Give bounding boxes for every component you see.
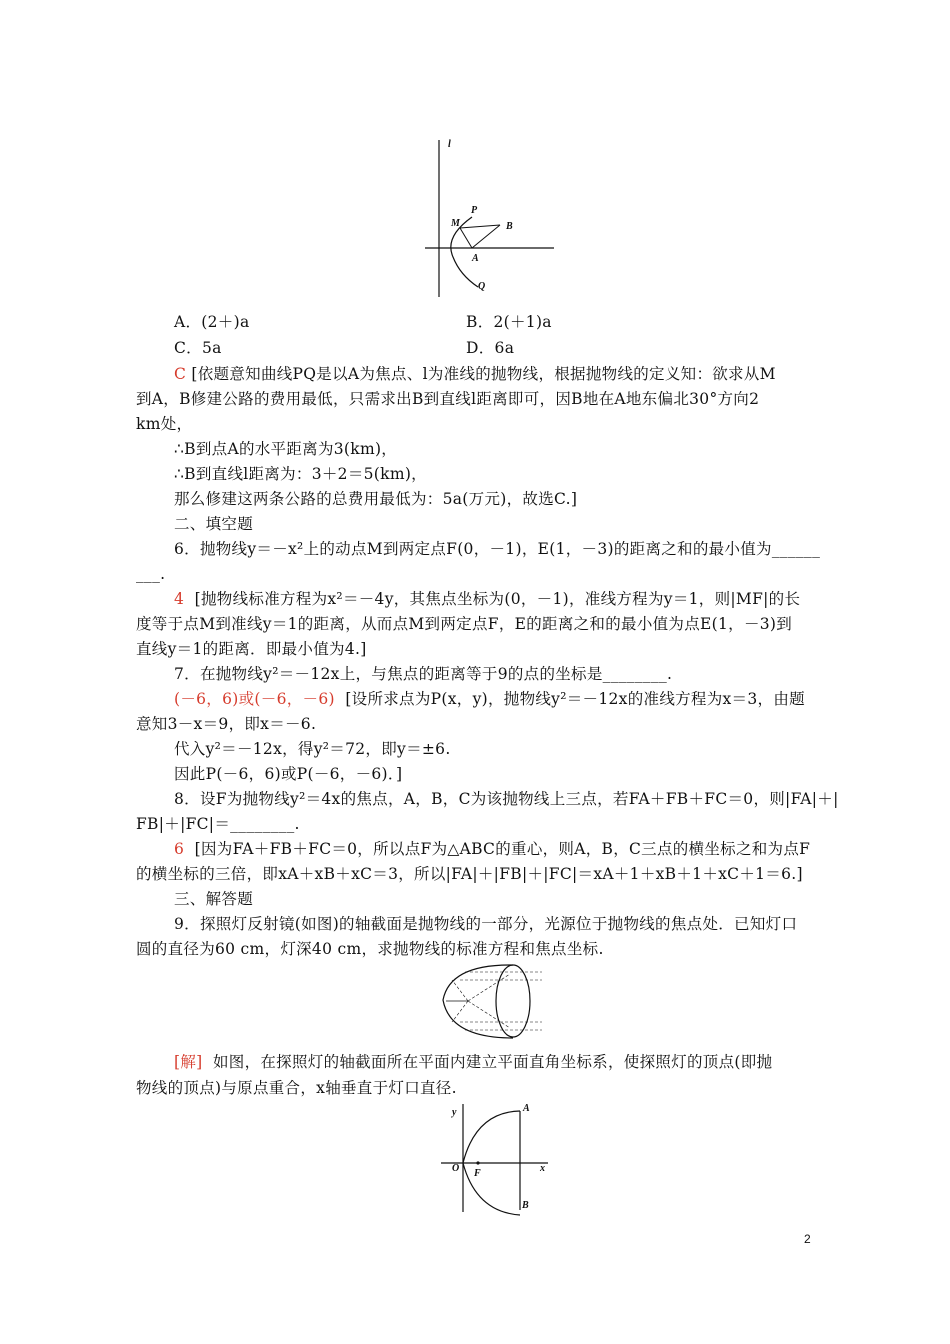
q8-line1: 8．设F为抛物线y²＝4x的焦点，A，B，C为该抛物线上三点，若FA＋FB＋FC＝0，则|FA|＋| (174, 790, 839, 808)
q7-line1: 7．在抛物线y²＝－12x上，与焦点的距离等于9的点的坐标是________. (174, 665, 673, 683)
figure-searchlight (410, 960, 550, 1045)
page-number: 2 (804, 1232, 811, 1246)
q5-solution-line3: km处， (136, 415, 193, 433)
q9-line2: 圆的直径为60 cm，灯深40 cm，求抛物线的标准方程和焦点坐标. (136, 940, 604, 958)
figure-parabola-coordinates (436, 1098, 556, 1216)
q6-answer: 4 (174, 590, 185, 608)
q7-solution-line1: [设所求点为P(x，y)，抛物线y²＝－12x的准线方程为x＝3，由题 (345, 690, 805, 708)
label-F: F (474, 1168, 481, 1179)
q5-solution-line6: 那么修建这两条公路的总费用最低为：5a(万元)，故选C.] (174, 490, 578, 508)
q7-solution-line3: 代入y²＝－12x，得y²＝72，即y＝±6. (174, 740, 451, 758)
label-P: P (471, 205, 478, 216)
q6-solution-line1: [抛物线标准方程为x²＝－4y，其焦点坐标为(0，－1)，准线方程为y＝1，则|MF|的长 (194, 590, 801, 608)
q8-solution-line1: [因为FA＋FB＋FC＝0，所以点F为△ABC的重心，则A，B，C三点的横坐标之和为点F (194, 840, 811, 858)
q9-solution-tag: [解] (174, 1053, 203, 1071)
q7-solution-line4: 因此P(－6，6)或P(－6，－6)．] (174, 765, 403, 783)
q5-solution-line4: ∴B到点A的水平距离为3(km)， (174, 440, 398, 458)
section-fill-blank: 二、填空题 (174, 515, 254, 533)
option-d: D．6a (466, 339, 515, 357)
q7-solution-line2: 意知3－x＝9，即x＝－6. (136, 715, 317, 733)
q9-solution-line2: 物线的顶点)与原点重合，x轴垂直于灯口直径. (136, 1079, 457, 1097)
option-b: B．2(＋1)a (466, 313, 552, 331)
section-answer: 三、解答题 (174, 890, 254, 908)
q6-line2: ___. (136, 565, 166, 583)
figure-parabola-directrix (420, 135, 560, 300)
q5-answer: C (174, 365, 187, 383)
label-M: M (451, 218, 460, 229)
label-A: A (523, 1103, 530, 1114)
q6-solution-line3: 直线y＝1的距离．即最小值为4.] (136, 640, 367, 658)
q6-line1: 6．抛物线y＝－x²上的动点M到两定点F(0，－1)，E(1，－3)的距离之和的最小值为______ (174, 540, 821, 558)
label-y: y (452, 1107, 457, 1118)
q7-answer: (－6，6)或(－6，－6) (174, 690, 335, 708)
q5-solution-line5: ∴B到直线l距离为：3＋2＝5(km)， (174, 465, 427, 483)
q8-line2: FB|＋|FC|＝________. (136, 815, 300, 833)
label-O: O (452, 1163, 460, 1174)
label-x: x (540, 1163, 545, 1174)
label-A: A (472, 253, 479, 264)
q5-solution-line1: [依题意知曲线PQ是以A为焦点、l为准线的抛物线，根据抛物线的定义知：欲求从M (191, 365, 776, 383)
option-a: A．(2＋)a (174, 313, 250, 331)
label-Q: Q (478, 281, 486, 292)
q6-solution-line2: 度等于点M到准线y＝1的距离，从而点M到两定点F，E的距离之和的最小值为点E(1，－3)到 (136, 615, 793, 633)
option-c: C．5a (174, 339, 222, 357)
label-l: l (448, 139, 451, 150)
q8-answer: 6 (174, 840, 185, 858)
q8-solution-line2: 的横坐标的三倍，即xA＋xB＋xC＝3，所以|FA|＋|FB|＋|FC|＝xA＋1＋xB＋1＋xC＋1＝6.] (136, 865, 803, 883)
q9-line1: 9．探照灯反射镜(如图)的轴截面是抛物线的一部分，光源位于抛物线的焦点处．已知灯口 (174, 915, 798, 933)
q9-solution-line1: 如图，在探照灯的轴截面所在平面内建立平面直角坐标系，使探照灯的顶点(即抛 (212, 1053, 773, 1071)
label-B: B (522, 1200, 529, 1211)
q5-solution-line2: 到A，B修建公路的费用最低，只需求出B到直线l距离即可，因B地在A地东偏北30°方向2 (136, 390, 760, 408)
label-B: B (506, 221, 513, 232)
